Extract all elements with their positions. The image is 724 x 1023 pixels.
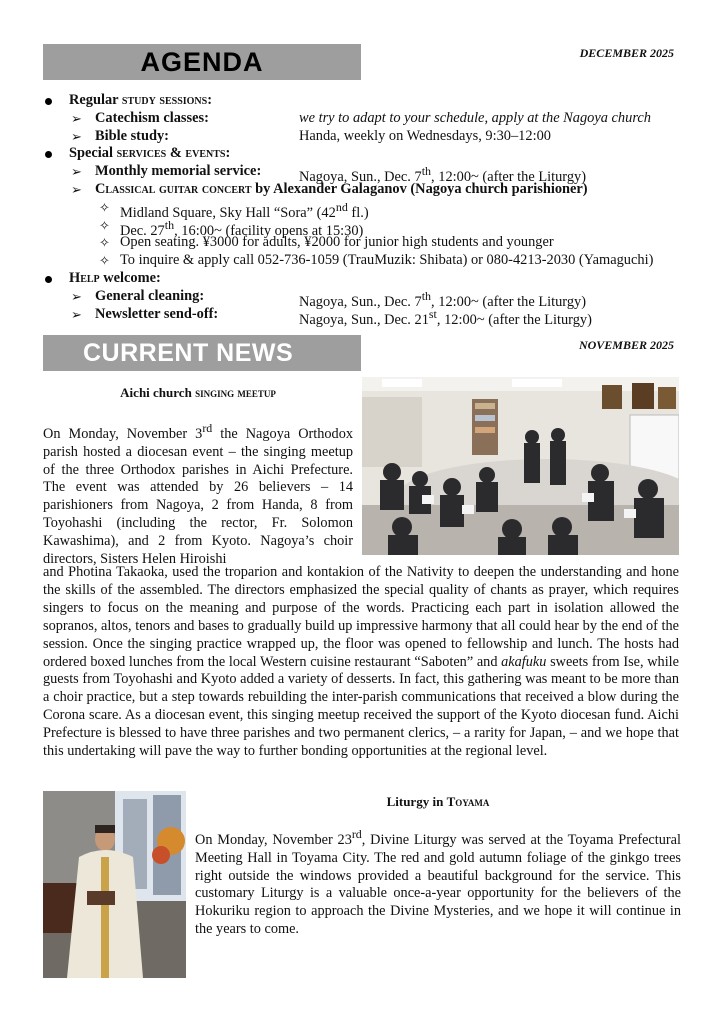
memorial-date: Nagoya, Sun., Dec. 7 bbox=[299, 168, 422, 185]
ordinal-suffix: st bbox=[428, 306, 437, 321]
arrow-bullet-icon: ➢ bbox=[71, 306, 82, 322]
agenda-special-heading bbox=[43, 145, 683, 163]
agenda-title: AGENDA bbox=[140, 47, 264, 77]
sendoff-date: Nagoya, Sun., Dec. 21 bbox=[299, 311, 429, 328]
cleaning-time: , 12:00~ (after the Liturgy) bbox=[431, 293, 587, 310]
sendoff-label: Newsletter send-off: bbox=[95, 305, 219, 322]
article1-title-main: Aichi church bbox=[120, 385, 196, 400]
concert-price: Open seating. ¥3000 for adults, ¥2000 for junior high students and younger bbox=[120, 234, 554, 251]
ordinal-suffix: nd bbox=[335, 199, 348, 214]
regular-label: Regular bbox=[69, 92, 122, 108]
concert-time: , 16:00~ (facility opens at 15:30) bbox=[174, 222, 364, 239]
sendoff-value bbox=[299, 306, 592, 330]
venue-floor: fl.) bbox=[347, 204, 369, 221]
agenda-item-cleaning bbox=[43, 287, 683, 310]
agenda-banner bbox=[43, 44, 361, 80]
agenda-item-bible-study bbox=[43, 128, 683, 146]
article2-title-caps: Toyama bbox=[446, 794, 490, 809]
agenda-item-sendoff bbox=[43, 305, 683, 328]
cleaning-label: General cleaning: bbox=[95, 287, 205, 304]
article2-title bbox=[195, 794, 681, 810]
news-title: CURRENT NEWS bbox=[83, 339, 294, 367]
article1-p2-start: and Photina Takaoka, used the troparion and kontakion of the Nativity to deepen the understanding and hone the skills of the assembled. The directors emphasized the special quality of chants as prayer, which requires singers to focus on the meaning and purpose of the words. Practicing each part in isolation allowed the sopranos, altos, tenors and bases to gradually build up impressive harmony that all could hear by the end of the session. Once the singing practice wrapped up, the floor was opened to fellowship and lunch. The hosts had ordered boxed lunches from the local Western cuisine restaurant “Saboten” and bbox=[43, 564, 679, 670]
toyama-liturgy-photo bbox=[43, 791, 186, 978]
bullet-dot-icon bbox=[45, 151, 52, 158]
agenda-help-heading bbox=[43, 270, 683, 288]
catechism-value: we try to adapt to your schedule, apply at the Nagoya church bbox=[299, 109, 651, 126]
concert-performer: by Alexander Galaganov (Nagoya church parishioner) bbox=[251, 180, 588, 197]
arrow-bullet-icon: ➢ bbox=[71, 164, 82, 180]
arrow-bullet-icon: ➢ bbox=[71, 110, 82, 126]
article1-p2-end: sweets from Ise, while guests from Toyohashi and Kyoto added a variety of desserts. In fact, this gathering was meant to be more than a choir practice, but a step towards rebuilding the inter-parish communications that received a blow during the Corona scare. As a diocesan event, this singing meetup received the support of the Kyoto diocesan fund. Aichi Prefecture is blessed to have three parishes and two permanent clerics, – a rarity for Japan, – and we hope that this undertaking will pave the way to further bonding opportunities at the regional level. bbox=[43, 653, 679, 760]
help-label: welcome: bbox=[99, 269, 161, 286]
agenda-item-concert bbox=[43, 181, 683, 199]
agenda-list bbox=[43, 92, 683, 328]
bullet-dot-icon bbox=[45, 98, 52, 105]
article1-p1-body: the Nagoya Orthodox parish hosted a diocesan event – the singing meetup of the three Orthodox parishes in Aichi Prefecture. The event was attended by 26 believers – 14 parishioners from Nagoya, 2 from Handa, 8 from Toyohashi (including the rector, Fr. Solomon Kawashima), and 2 from Kyoto. Nagoya’s choir directors, Sisters Helen Hiroishi bbox=[43, 425, 354, 568]
arrow-bullet-icon: ➢ bbox=[71, 128, 82, 144]
article2-title-main: Liturgy in bbox=[386, 794, 447, 809]
concert-contact: To inquire & apply call 052-736-1059 (TrauMuzik: Shibata) or 080-4213-2030 (Yamaguchi) bbox=[120, 252, 654, 269]
agenda-regular-heading bbox=[43, 92, 683, 110]
article2-p-body: , Divine Liturgy was served at the Toyama Prefectural Meeting Hall in Toyama City. The red and gold autumn foliage of the ginkgo trees right outside the windows provided a beautiful background for the service. This customary Liturgy is a valuable once-a-year opportunity for the believers of the Hokuriku region to approach the Divine Mysteries, and we hope it will continue in the years to come. bbox=[195, 831, 681, 938]
article1-p2-emphasis: akafuku bbox=[501, 653, 547, 670]
arrow-bullet-icon: ➢ bbox=[71, 288, 82, 304]
concert-detail-date bbox=[43, 217, 683, 239]
ordinal-suffix: rd bbox=[202, 421, 213, 435]
sparkle-bullet-icon: ✧ bbox=[99, 235, 110, 251]
article1-paragraph-2 bbox=[43, 564, 679, 761]
bible-study-value: Handa, weekly on Wednesdays, 9:30–12:00 bbox=[299, 127, 551, 144]
special-label-caps: services & events: bbox=[116, 145, 231, 162]
agenda-item-memorial bbox=[43, 163, 683, 185]
singing-meetup-photo bbox=[362, 377, 679, 555]
sparkle-bullet-icon: ✧ bbox=[99, 253, 110, 269]
article2-p-start: On Monday, November 23 bbox=[195, 831, 352, 848]
article1-title bbox=[43, 385, 353, 401]
article1-title-caps: singing meetup bbox=[195, 385, 276, 400]
news-date: NOVEMBER 2025 bbox=[578, 338, 674, 352]
memorial-label: Monthly memorial service: bbox=[95, 163, 262, 180]
liturgy-photo-image bbox=[43, 791, 186, 978]
concert-date: Dec. 27 bbox=[120, 222, 165, 239]
sparkle-bullet-icon: ✧ bbox=[99, 217, 110, 233]
memorial-time: , 12:00~ (after the Liturgy) bbox=[431, 168, 587, 185]
agenda-item-catechism bbox=[43, 110, 683, 128]
concert-title: Classical guitar concert bbox=[95, 180, 252, 197]
ordinal-suffix: rd bbox=[351, 827, 362, 841]
agenda-date: DECEMBER 2025 bbox=[579, 46, 674, 60]
concert-detail-price bbox=[43, 234, 683, 252]
ordinal-suffix: th bbox=[421, 288, 432, 303]
catechism-label: Catechism classes: bbox=[95, 109, 209, 126]
sendoff-time: , 12:00~ (after the Liturgy) bbox=[436, 311, 592, 328]
meetup-photo-image bbox=[362, 377, 679, 555]
arrow-bullet-icon: ➢ bbox=[71, 181, 82, 197]
news-banner bbox=[43, 335, 361, 371]
article1-p1-start: On Monday, November 3 bbox=[43, 425, 203, 442]
sparkle-bullet-icon: ✧ bbox=[99, 199, 110, 215]
help-label-caps: Help bbox=[69, 269, 100, 286]
venue-text: Midland Square, Sky Hall “Sora” (42 bbox=[120, 204, 336, 221]
ordinal-suffix: th bbox=[421, 164, 432, 179]
regular-label-caps: study sessions: bbox=[121, 92, 213, 108]
concert-detail-contact bbox=[43, 252, 683, 270]
concert-detail-venue bbox=[43, 199, 683, 221]
article1-paragraph-1 bbox=[43, 420, 353, 569]
special-label: Special bbox=[69, 145, 117, 162]
bullet-dot-icon bbox=[45, 276, 52, 283]
cleaning-date: Nagoya, Sun., Dec. 7 bbox=[299, 293, 422, 310]
bible-study-label: Bible study: bbox=[95, 127, 169, 144]
article2-paragraph bbox=[195, 826, 681, 939]
ordinal-suffix: th bbox=[164, 217, 175, 232]
